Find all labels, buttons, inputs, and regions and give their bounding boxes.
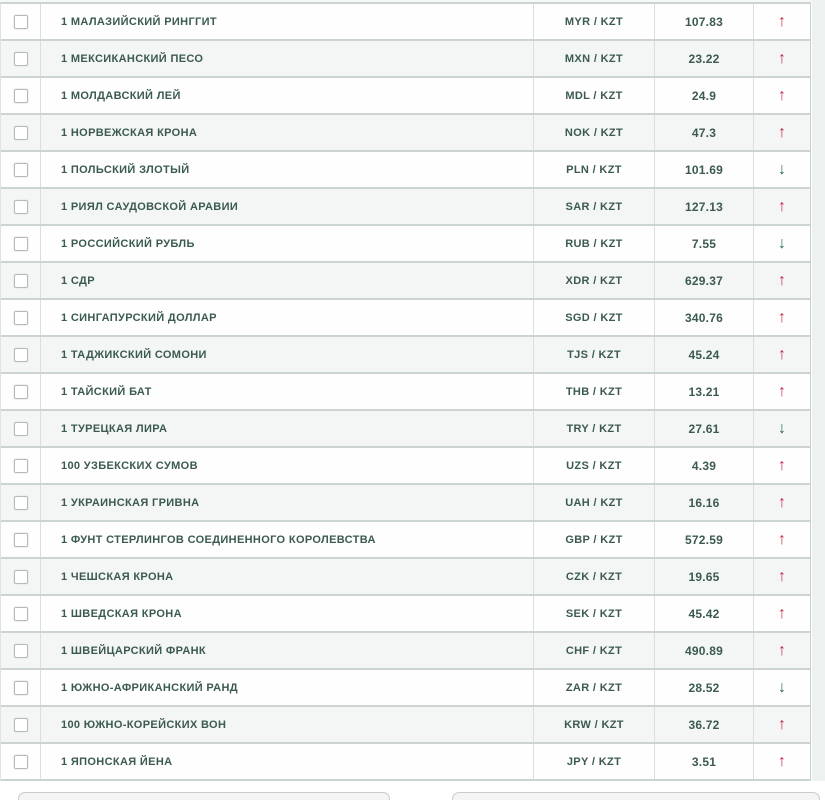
rate-value: 107.83 — [685, 14, 723, 29]
rate-value: 47.3 — [691, 125, 717, 140]
currency-name-cell — [41, 152, 534, 187]
currency-rates-table — [0, 2, 811, 781]
trend-up-icon: ↑ — [778, 197, 786, 215]
currency-name: 100 УЗБЕКСКИХ СУМОВ — [61, 459, 198, 472]
footer-button-right[interactable] — [452, 792, 820, 800]
table-row — [1, 226, 810, 263]
trend-cell — [754, 448, 810, 483]
trend-up-icon: ↑ — [778, 49, 786, 67]
trend-up-icon: ↑ — [778, 493, 786, 511]
rate-value: 16.16 — [688, 495, 720, 510]
trend-up-icon: ↑ — [778, 308, 786, 326]
currency-pair: RUB / KZT — [565, 237, 623, 250]
checkbox-cell — [1, 4, 41, 39]
currency-pair-cell — [534, 522, 655, 557]
trend-up-icon: ↑ — [778, 271, 786, 289]
trend-up-icon: ↑ — [778, 752, 786, 770]
currency-pair-cell — [534, 78, 655, 113]
rate-cell — [655, 670, 754, 705]
checkbox-cell — [1, 337, 41, 372]
checkbox-cell — [1, 448, 41, 483]
table-row — [1, 559, 810, 596]
trend-cell — [754, 226, 810, 261]
currency-pair-cell — [534, 633, 655, 668]
table-row — [1, 78, 810, 115]
currency-pair: XDR / KZT — [565, 274, 623, 287]
currency-name-cell — [41, 707, 534, 742]
currency-pair: SGD / KZT — [565, 311, 623, 324]
currency-name-cell — [41, 263, 534, 298]
currency-name: 1 МАЛАЗИЙСКИЙ РИНГГИТ — [61, 15, 217, 28]
currency-pair: UZS / KZT — [566, 459, 622, 472]
trend-up-icon: ↑ — [778, 86, 786, 104]
currency-name: 1 ЧЕШСКАЯ КРОНА — [61, 570, 174, 583]
currency-pair: ZAR / KZT — [565, 681, 623, 694]
row-checkbox[interactable] — [14, 348, 28, 362]
trend-cell — [754, 485, 810, 520]
table-body — [1, 4, 810, 781]
table-row — [1, 152, 810, 189]
rate-value: 101.69 — [685, 162, 723, 177]
trend-up-icon: ↑ — [778, 530, 786, 548]
currency-name-cell — [41, 300, 534, 335]
rate-cell — [655, 337, 754, 372]
currency-pair-cell — [534, 189, 655, 224]
trend-up-icon: ↑ — [778, 382, 786, 400]
currency-pair-cell — [534, 485, 655, 520]
currency-pair: GBP / KZT — [565, 533, 623, 546]
currency-pair-cell — [534, 707, 655, 742]
rate-value: 7.55 — [691, 236, 717, 251]
currency-pair: CHF / KZT — [565, 644, 623, 657]
checkbox-cell — [1, 670, 41, 705]
currency-pair-cell — [534, 226, 655, 261]
currency-pair-cell — [534, 263, 655, 298]
row-checkbox[interactable] — [14, 237, 28, 251]
row-checkbox[interactable] — [14, 163, 28, 177]
trend-up-icon: ↑ — [778, 715, 786, 733]
trend-cell — [754, 559, 810, 594]
currency-name-cell — [41, 374, 534, 409]
currency-name-cell — [41, 115, 534, 150]
trend-up-icon: ↑ — [778, 12, 786, 30]
trend-cell — [754, 4, 810, 39]
checkbox-cell — [1, 411, 41, 446]
currency-name-cell — [41, 411, 534, 446]
rate-value: 23.22 — [688, 51, 720, 66]
rate-cell — [655, 596, 754, 631]
currency-name: 1 ШВЕЙЦАРСКИЙ ФРАНК — [61, 644, 206, 657]
trend-up-icon: ↑ — [778, 123, 786, 141]
rate-value: 36.72 — [688, 717, 720, 732]
rate-value: 490.89 — [685, 643, 723, 658]
currency-pair: THB / KZT — [565, 385, 623, 398]
currency-name: 1 ФУНТ СТЕРЛИНГОВ СОЕДИНЕННОГО КОРОЛЕВСТВА — [61, 533, 376, 546]
currency-pair-cell — [534, 448, 655, 483]
currency-pair: PLN / KZT — [566, 163, 622, 176]
trend-down-icon: ↓ — [778, 234, 786, 252]
currency-name-cell — [41, 596, 534, 631]
checkbox-cell — [1, 707, 41, 742]
currency-name: 1 ЯПОНСКАЯ ЙЕНА — [61, 755, 173, 768]
table-row — [1, 4, 810, 41]
rate-cell — [655, 300, 754, 335]
currency-name: 1 МЕКСИКАНСКИЙ ПЕСО — [61, 52, 204, 65]
row-checkbox[interactable] — [14, 644, 28, 658]
trend-cell — [754, 522, 810, 557]
currency-pair-cell — [534, 4, 655, 39]
trend-down-icon: ↓ — [778, 678, 786, 696]
row-checkbox[interactable] — [14, 718, 28, 732]
currency-pair-cell — [534, 41, 655, 76]
rate-cell — [655, 78, 754, 113]
table-row — [1, 411, 810, 448]
row-checkbox[interactable] — [14, 311, 28, 325]
table-row — [1, 374, 810, 411]
trend-cell — [754, 670, 810, 705]
trend-down-icon: ↓ — [778, 419, 786, 437]
row-checkbox[interactable] — [14, 533, 28, 547]
currency-pair-cell — [534, 670, 655, 705]
rate-value: 340.76 — [685, 310, 723, 325]
checkbox-cell — [1, 596, 41, 631]
table-row — [1, 115, 810, 152]
checkbox-cell — [1, 115, 41, 150]
checkbox-cell — [1, 41, 41, 76]
trend-cell — [754, 707, 810, 742]
table-row — [1, 522, 810, 559]
rate-cell — [655, 115, 754, 150]
currency-name-cell — [41, 448, 534, 483]
currency-pair-cell — [534, 337, 655, 372]
currency-name-cell — [41, 41, 534, 76]
currency-name-cell — [41, 559, 534, 594]
row-checkbox[interactable] — [14, 126, 28, 140]
row-checkbox[interactable] — [14, 496, 28, 510]
table-row — [1, 485, 810, 522]
trend-cell — [754, 411, 810, 446]
checkbox-cell — [1, 485, 41, 520]
table-row — [1, 189, 810, 226]
currency-name-cell — [41, 744, 534, 779]
currency-pair-cell — [534, 115, 655, 150]
checkbox-cell — [1, 633, 41, 668]
trend-cell — [754, 78, 810, 113]
row-checkbox[interactable] — [14, 15, 28, 29]
rate-cell — [655, 411, 754, 446]
table-row — [1, 300, 810, 337]
checkbox-cell — [1, 226, 41, 261]
rate-value: 24.9 — [691, 88, 717, 103]
rate-cell — [655, 152, 754, 187]
rate-cell — [655, 41, 754, 76]
row-checkbox[interactable] — [14, 422, 28, 436]
rate-cell — [655, 448, 754, 483]
table-row — [1, 448, 810, 485]
currency-name-cell — [41, 633, 534, 668]
footer-button-left[interactable] — [18, 792, 390, 800]
checkbox-cell — [1, 374, 41, 409]
trend-cell — [754, 300, 810, 335]
currency-name: 1 НОРВЕЖСКАЯ КРОНА — [61, 126, 198, 139]
row-checkbox[interactable] — [14, 681, 28, 695]
currency-pair: TRY / KZT — [566, 422, 622, 435]
checkbox-cell — [1, 559, 41, 594]
rate-cell — [655, 189, 754, 224]
rate-cell — [655, 707, 754, 742]
rate-value: 127.13 — [685, 199, 723, 214]
currency-pair: JPY / KZT — [566, 755, 622, 768]
rate-value: 13.21 — [688, 384, 720, 399]
checkbox-cell — [1, 152, 41, 187]
trend-cell — [754, 596, 810, 631]
currency-name: 1 ТУРЕЦКАЯ ЛИРА — [61, 422, 168, 435]
currency-name: 1 МОЛДАВСКИЙ ЛЕЙ — [61, 89, 181, 102]
currency-pair: NOK / KZT — [564, 126, 624, 139]
table-row — [1, 707, 810, 744]
currency-name: 1 ТАЙСКИЙ БАТ — [61, 385, 152, 398]
currency-name: 1 ЮЖНО-АФРИКАНСКИЙ РАНД — [61, 681, 238, 694]
currency-name-cell — [41, 670, 534, 705]
currency-name-cell — [41, 485, 534, 520]
table-row — [1, 263, 810, 300]
currency-name-cell — [41, 78, 534, 113]
currency-name: 100 ЮЖНО-КОРЕЙСКИХ ВОН — [61, 718, 227, 731]
trend-cell — [754, 744, 810, 779]
table-row — [1, 337, 810, 374]
trend-cell — [754, 189, 810, 224]
currency-name: 1 СИНГАПУРСКИЙ ДОЛЛАР — [61, 311, 217, 324]
table-row — [1, 744, 810, 781]
currency-pair: MDL / KZT — [565, 89, 623, 102]
row-checkbox[interactable] — [14, 570, 28, 584]
currency-pair: SEK / KZT — [565, 607, 623, 620]
row-checkbox[interactable] — [14, 52, 28, 66]
trend-up-icon: ↑ — [778, 456, 786, 474]
checkbox-cell — [1, 78, 41, 113]
trend-up-icon: ↑ — [778, 567, 786, 585]
currency-name: 1 СДР — [61, 274, 95, 287]
trend-cell — [754, 115, 810, 150]
currency-pair: TJS / KZT — [567, 348, 621, 361]
currency-name-cell — [41, 226, 534, 261]
rate-cell — [655, 559, 754, 594]
trend-cell — [754, 152, 810, 187]
rate-cell — [655, 744, 754, 779]
currency-name-cell — [41, 337, 534, 372]
rate-cell — [655, 633, 754, 668]
rate-cell — [655, 4, 754, 39]
rate-value: 629.37 — [685, 273, 723, 288]
currency-pair: SAR / KZT — [565, 200, 623, 213]
rate-cell — [655, 263, 754, 298]
currency-pair: CZK / KZT — [565, 570, 623, 583]
table-row — [1, 670, 810, 707]
rate-value: 572.59 — [685, 532, 723, 547]
currency-pair-cell — [534, 300, 655, 335]
rate-cell — [655, 522, 754, 557]
rate-value: 28.52 — [688, 680, 720, 695]
currency-pair-cell — [534, 744, 655, 779]
rate-cell — [655, 485, 754, 520]
row-checkbox[interactable] — [14, 459, 28, 473]
currency-pair-cell — [534, 374, 655, 409]
currency-pair: MXN / KZT — [564, 52, 624, 65]
currency-name: 1 РОССИЙСКИЙ РУБЛЬ — [61, 237, 195, 250]
rate-value: 4.39 — [691, 458, 717, 473]
trend-cell — [754, 633, 810, 668]
currency-name-cell — [41, 522, 534, 557]
currency-pair-cell — [534, 596, 655, 631]
currency-pair: MYR / KZT — [564, 15, 624, 28]
trend-cell — [754, 374, 810, 409]
trend-down-icon: ↓ — [778, 160, 786, 178]
currency-name: 1 ШВЕДСКАЯ КРОНА — [61, 607, 182, 620]
row-checkbox[interactable] — [14, 385, 28, 399]
checkbox-cell — [1, 744, 41, 779]
rate-cell — [655, 226, 754, 261]
rate-value: 27.61 — [688, 421, 720, 436]
checkbox-cell — [1, 263, 41, 298]
trend-cell — [754, 337, 810, 372]
rate-cell — [655, 374, 754, 409]
currency-pair-cell — [534, 411, 655, 446]
currency-name: 1 ПОЛЬСКИЙ ЗЛОТЫЙ — [61, 163, 190, 176]
currency-name-cell — [41, 189, 534, 224]
currency-pair-cell — [534, 559, 655, 594]
currency-name-cell — [41, 4, 534, 39]
rate-value: 19.65 — [688, 569, 720, 584]
page-background-gutter — [812, 0, 825, 781]
currency-name: 1 ТАДЖИКСКИЙ СОМОНИ — [61, 348, 207, 361]
trend-cell — [754, 41, 810, 76]
trend-up-icon: ↑ — [778, 604, 786, 622]
table-row — [1, 633, 810, 670]
table-row — [1, 596, 810, 633]
row-checkbox[interactable] — [14, 755, 28, 769]
row-checkbox[interactable] — [14, 200, 28, 214]
rate-value: 45.24 — [688, 347, 720, 362]
rate-value: 45.42 — [688, 606, 720, 621]
row-checkbox[interactable] — [14, 274, 28, 288]
trend-up-icon: ↑ — [778, 641, 786, 659]
trend-up-icon: ↑ — [778, 345, 786, 363]
checkbox-cell — [1, 522, 41, 557]
trend-cell — [754, 263, 810, 298]
checkbox-cell — [1, 300, 41, 335]
currency-name: 1 РИЯЛ САУДОВСКОЙ АРАВИИ — [61, 200, 239, 213]
row-checkbox[interactable] — [14, 607, 28, 621]
currency-pair: KRW / KZT — [564, 718, 624, 731]
checkbox-cell — [1, 189, 41, 224]
currency-name: 1 УКРАИНСКАЯ ГРИВНА — [61, 496, 200, 509]
currency-pair-cell — [534, 152, 655, 187]
table-row — [1, 41, 810, 78]
rate-value: 3.51 — [691, 754, 717, 769]
currency-pair: UAH / KZT — [565, 496, 623, 509]
row-checkbox[interactable] — [14, 89, 28, 103]
